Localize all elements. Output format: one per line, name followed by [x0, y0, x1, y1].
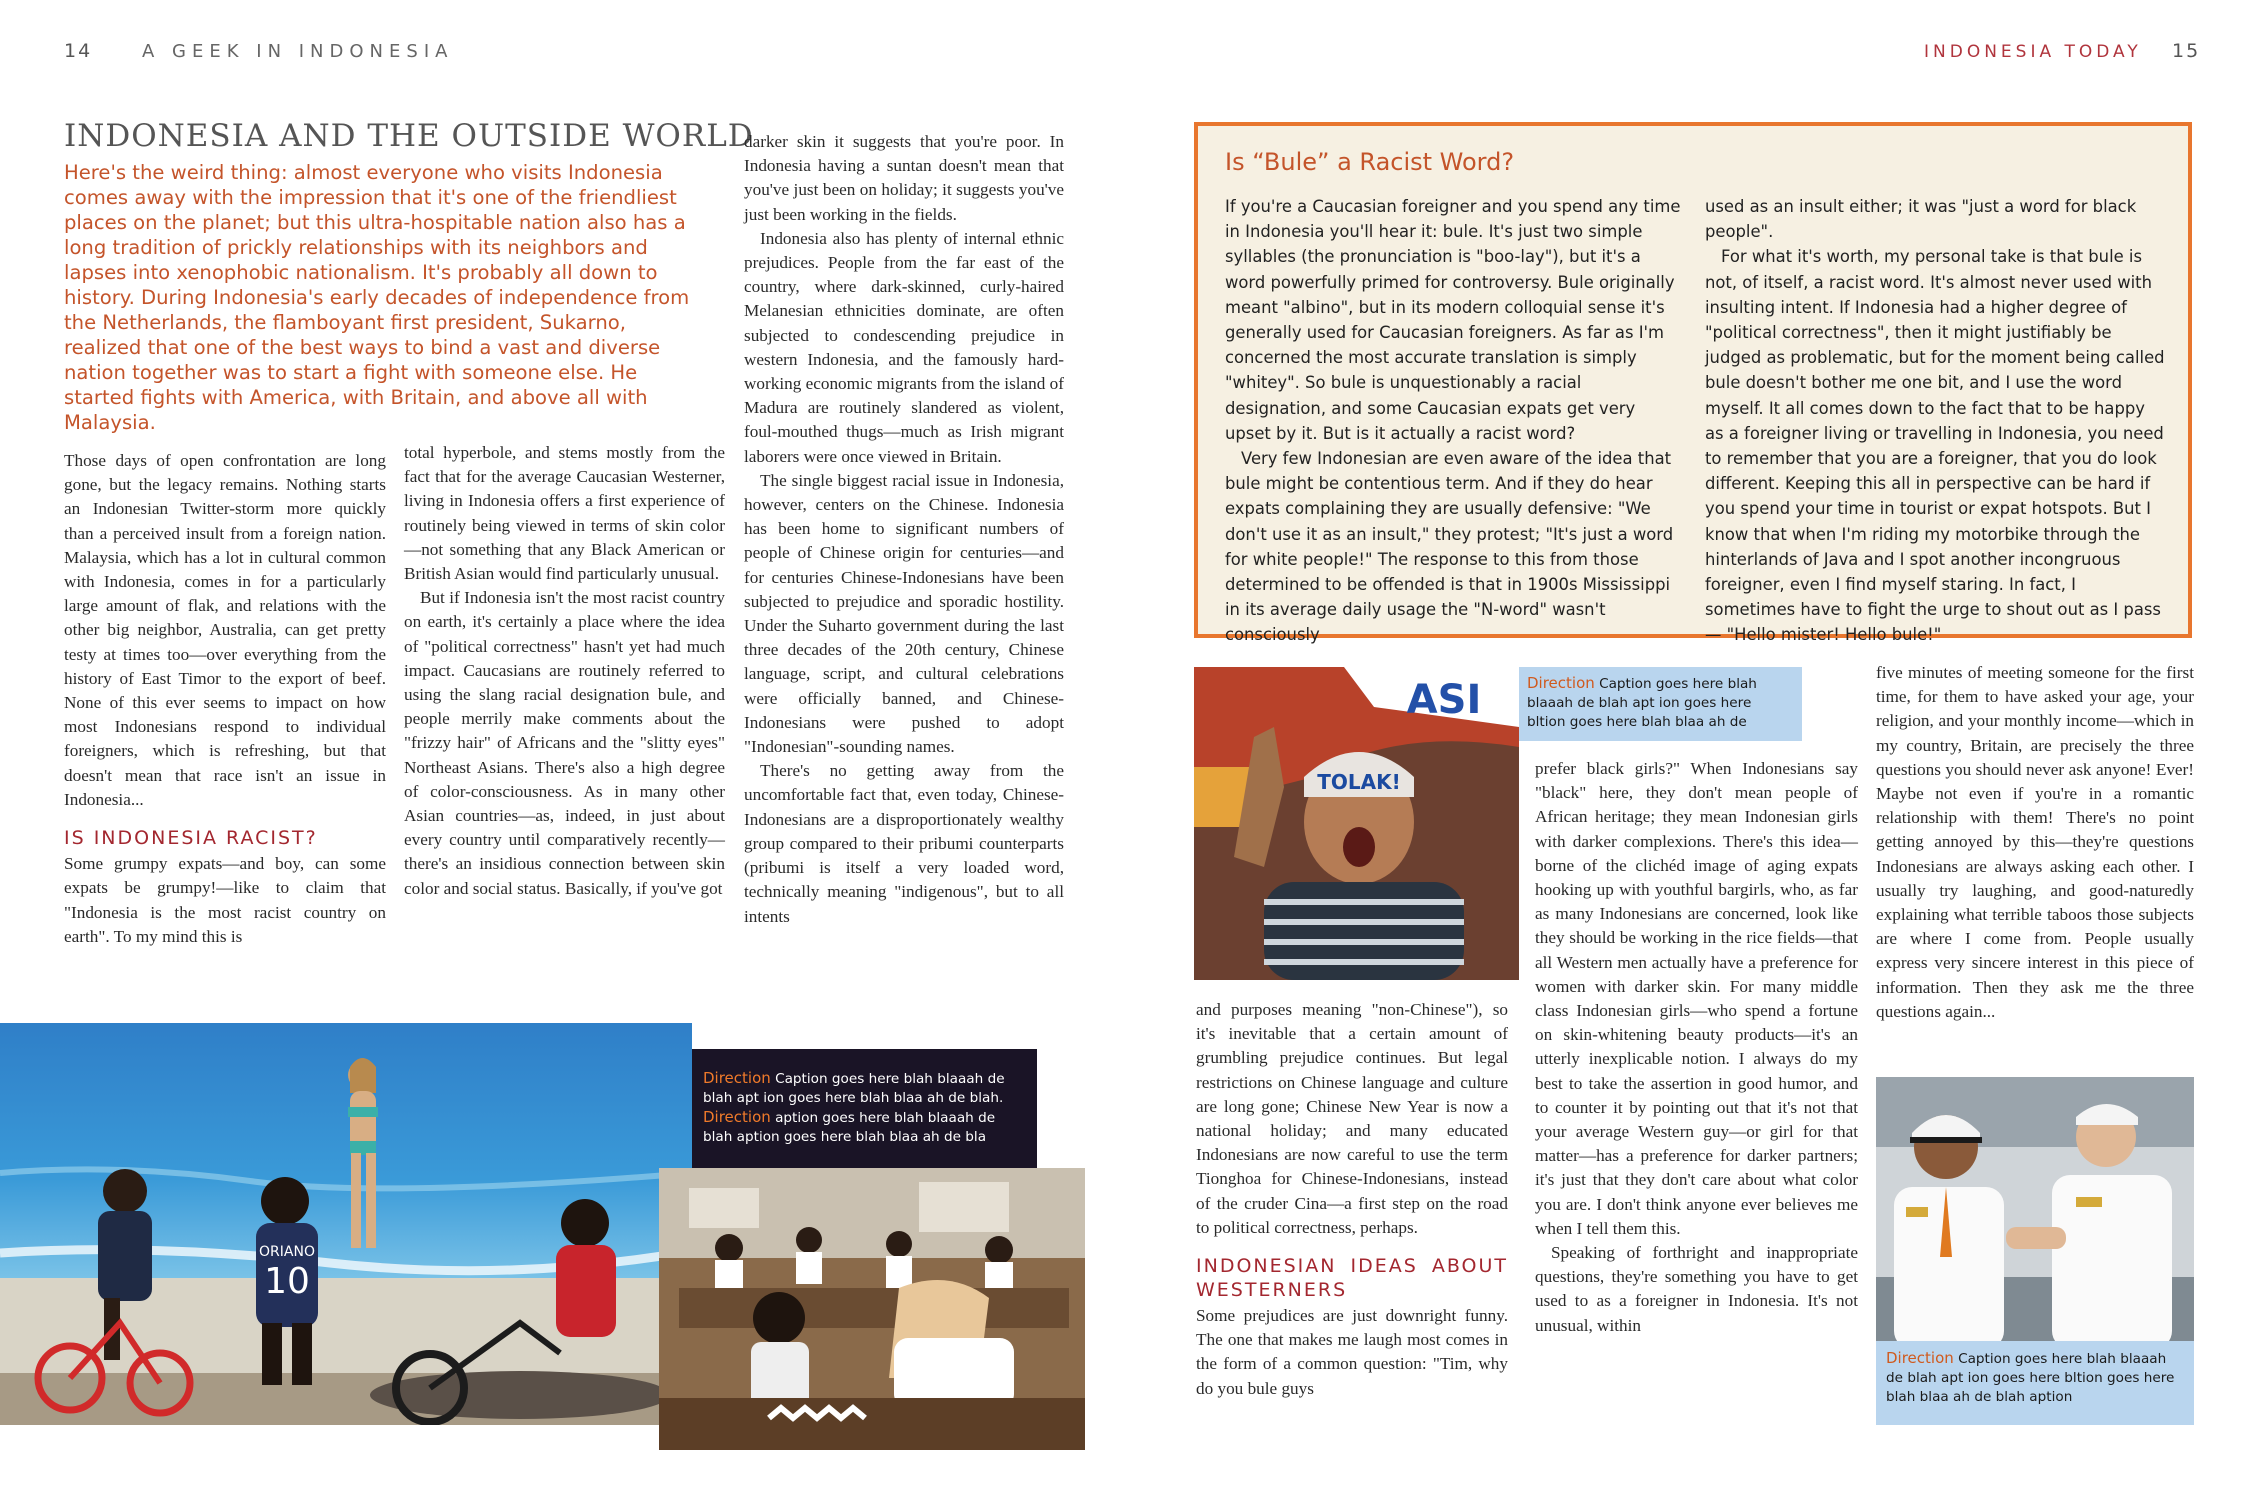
caption-line [703, 1108, 1027, 1147]
col5-paragraph: prefer black girls?" When Indonesians say "black" here, they don't mean people of African heritage; they mean Indonesian girls with darker complexions. There's this idea—borne of the clichéd image of aging expats hooking up with youthful bargirls, who, as far as many Indonesians are concerned, look like they should be working in the rice fields—that all Western men actually have a preference for women with darker skin. For many middle class Indonesian girls—who spend a fortune on skin-whitening beauty products—it's an utterly inexplicable notion. I always do my best to take the assertion in good humor, and to counter it by pointing out that it's not that your average Western guy—or girl for that matter—has a preference for darker partners; it's just that they don't care about what color you are. I don't think anyone ever believes me when I tell them this. [1535, 759, 1858, 1238]
protest-banner-text: ASI [1406, 677, 1482, 723]
body-column-6 [1876, 661, 2194, 1024]
beach-photo-caption [692, 1049, 1037, 1168]
caption-direction: Direction [703, 1108, 771, 1126]
protest-scene-illustration [1194, 667, 1519, 980]
col2-paragraph: total hyperbole, and stems mostly from the fact that for the average Caucasian Westerner, living in Indonesia offers a first experience of routinely being viewed in terms of skin color—not something that any Black American or British Asian would find particularly unusual. [404, 443, 725, 584]
left-page-number: 14 [64, 40, 93, 62]
col3-paragraph: Indonesia also has plenty of internal ethnic prejudices. People from the far east of the country, where dark-skinned, curly-haired Melanesian ethnicities dominate, are often subjected to condescending prejudice in western Indonesia, and the famously hard-working economic migrants from the island of Madura are routinely slandered as violent, foul-mouthed thugs—much as Irish migrant laborers were once viewed in Britain. [744, 228, 1064, 466]
col6-paragraph: five minutes of meeting someone for the first time, for them to have asked your age, your religion, and your monthly income—which in my country, Britain, are precisely the three questions you should never ask anyone! Ever! Maybe not even if you're in a romantic relationship with them! There's no point getting annoyed by this—they're questions Indonesians are always asking each other. I usually try laughing, and good-naturedly explaining what terrible taboos those subjects are where I come from. People usually express very sincere interest in this piece of information. Then they ask me the three questions again... [1876, 663, 2194, 1021]
article-title: INDONESIA AND THE OUTSIDE WORLD [64, 118, 754, 154]
col3-paragraph: darker skin it suggests that you're poor. In Indonesia having a suntan doesn't mean that you've just been on holiday; it suggests you've just been working in the fields. [744, 132, 1064, 224]
col1-paragraph: Some grumpy expats—and boy, can some expats be grumpy!—like to claim that "Indonesia is the most racist country on earth". To my mind this is [64, 854, 386, 946]
caption-direction: Direction [1527, 674, 1595, 692]
body-column-2 [404, 441, 725, 901]
sidebar-paragraph: For what it's worth, my personal take is that bule is not, of itself, a racist word. It's almost never used with insulting intent. If Indonesia had a higher degree of "political correctness", then it might justifiably be judged as problematic, but for the moment being called bule doesn't bother me one bit, and I use the word myself. It all comes down to the fact that to be happy as a foreigner living or travelling in Indonesia, you need to remember that you are a foreigner, that you do look different. Keeping this all in perspective can be hard if you spend your time in tourist or expat hotspots. But I know that when I'm riding my motorbike through the hinterlands of Java and I spot another incongruous foreigner, even I find myself staring. In fact, I sometimes have to fight the urge to shout out as I pass — "Hello mister! Hello bule!" [1705, 247, 2165, 645]
col5-paragraph: Speaking of forthright and inappropriate questions, they're something you have to get used to as a foreigner in Indonesia. It's not unusual, within [1535, 1243, 1858, 1335]
sidebar-paragraph: If you're a Caucasian foreigner and you spend any time in Indonesia you'll hear it: bule. It's just two simple syllables (the pronunciation is "boo-lay"), but it's a word powerfully primed for controversy. Bule originally meant "albino", but in its modern colloquial sense it's generally used for Caucasian foreigners. As far as I'm concerned the most accurate translation is simply "whitey". So bule is unquestionably a racial designation, and some Caucasian expats get very upset by it. But is it actually a racist word? [1225, 197, 1681, 443]
caption-direction: Direction [703, 1069, 771, 1087]
sidebar-paragraph: used as an insult either; it was "just a word for black people". [1705, 197, 2137, 242]
navy-scene-illustration [1876, 1077, 2194, 1349]
col4-paragraph: and purposes meaning "non-Chinese"), so it's inevitable that a certain amount of grumbling prejudice continues. But legal restrictions on Chinese language and culture are long gone; Chinese New Year is now a national holiday; and many educated Indonesians are now careful to use the term Tionghoa for Chinese-Indonesians, instead of the cruder Cina—a first step on the road to political correctness, perhaps. [1196, 1000, 1508, 1237]
jersey-name-text: ORIANO [259, 1244, 315, 1260]
subhead-ideas-about-westerners: INDONESIAN IDEAS ABOUT WESTERNERS [1196, 1255, 1508, 1302]
beach-scene-illustration [0, 1023, 692, 1425]
sidebar-paragraph: Very few Indonesian are even aware of the idea that bule might be contentious term. And if they do hear expats complaining they are usually defensive: "We don't use it as an insult," they protest; "It's just a word for white people!" The response to this from those determined to be offended is that in 1900s Mississippi in its average daily usage the "N-word" wasn't consciously [1225, 449, 1674, 645]
caption-text: aption goes here blah blaaah de blah aption goes here blah blaa ah de bla [703, 1110, 996, 1145]
col3-paragraph: The single biggest racial issue in Indonesia, however, centers on the Chinese. Indonesia has been home to significant numbers of people of Chinese origin for centuries—and for centuries Chinese-Indonesians have been subjected to prejudice and sporadic hostility. Under the Suharto government during the last three decades of the 20th century, Chinese language, script, and cultural celebrations were officially banned, and Chinese-Indonesians were pushed to adopt "Indonesian"-sounding names. [744, 470, 1064, 757]
caption-text: Caption goes here blah blaaah de blah apt ion goes here bltion goes here blah blaa ah de blah aption [1886, 1351, 2175, 1405]
caption-text: Caption goes here blah blaaah de blah apt ion goes here blah blaa ah de blah. [703, 1071, 1005, 1106]
sidebar-title: Is “Bule” a Racist Word? [1225, 148, 1515, 176]
right-running-head: INDONESIA TODAY [1924, 42, 2142, 62]
body-column-3 [744, 130, 1064, 929]
article-intro: Here's the weird thing: almost everyone who visits Indonesia comes away with the impression that it's one of the friendliest places on the planet; but this ultra-hospitable nation also has a long tradition of prickly relationships with its neighbors and lapses into xenophobic nationalism. It's probably all down to history. During Indonesia's early decades of independence from the Netherlands, the flamboyant first president, Sukarno, realized that one of the best ways to bind a vast and diverse nation together was to start a fight with someone else. He started fights with America, with Britain, and above all with Malaysia. [64, 161, 690, 434]
caption-text: Caption goes here blah blaaah de blah apt ion goes here bltion goes here blah blaa ah de [1527, 676, 1757, 730]
left-running-head: A GEEK IN INDONESIA [142, 41, 454, 62]
col3-paragraph: There's no getting away from the uncomfortable fact that, even today, Chinese-Indonesians are a disproportionately wealthy group compared to their pribumi counterparts (pribumi is itself a very loaded word, technically meaning "indigenous", but to all intents [744, 761, 1064, 926]
navy-photo-caption [1876, 1341, 2194, 1425]
body-column-5 [1535, 757, 1858, 1338]
navy-officers-photo [1876, 1077, 2194, 1349]
body-column-4 [1196, 998, 1508, 1401]
caption-line [703, 1069, 1027, 1108]
protest-photo [1194, 667, 1519, 980]
col2-paragraph: But if Indonesia isn't the most racist country on earth, it's certainly a place where the idea of "political correctness" hasn't yet had much impact. Caucasians are routinely referred to using the slang racial designation bule, and people merrily make comments about the "frizzy hair" of Africans and the "slitty eyes" Northeast Asians. There's also a high degree of color-consciousness. As in many other Asian countries—as, indeed, in just about every country until comparatively recently—there's an insidious connection between skin color and social status. Basically, if you've got [404, 588, 725, 898]
col1-paragraph: Those days of open confrontation are long gone, but the legacy remains. Nothing starts an Indonesian Twitter-storm more quickly than a perceived insult from a foreign nation. Malaysia, which has a lot in cultural common with Indonesia, comes in for a particularly large amount of flak, and relations with the other big neighbor, Australia, can get pretty testy at times too—over everything from the history of East Timor to the export of beef. None of this ever seems to impact on how most Indonesians respond to individual foreigners, which is refreshing, but that doesn't mean that race isn't an issue in Indonesia... [64, 451, 386, 809]
protest-headband-text: TOLAK! [1317, 770, 1401, 794]
jersey-number-text: 10 [264, 1261, 310, 1302]
right-page-number: 15 [2172, 40, 2201, 62]
protest-photo-caption [1519, 667, 1802, 741]
body-column-1 [64, 449, 386, 949]
caption-direction: Direction [1886, 1349, 1954, 1367]
sidebar-column-right [1705, 194, 2165, 648]
beach-children-photo [0, 1023, 692, 1425]
classroom-photo [659, 1168, 1085, 1450]
classroom-scene-illustration [659, 1168, 1085, 1450]
sidebar-box [1194, 122, 2192, 645]
col4-paragraph: Some prejudices are just downright funny. The one that makes me laugh most comes in the form of a common question: "Tim, why do you bule guys [1196, 1306, 1508, 1398]
sidebar-column-left [1225, 194, 1683, 648]
subhead-is-indonesia-racist: IS INDONESIA RACIST? [64, 827, 318, 850]
